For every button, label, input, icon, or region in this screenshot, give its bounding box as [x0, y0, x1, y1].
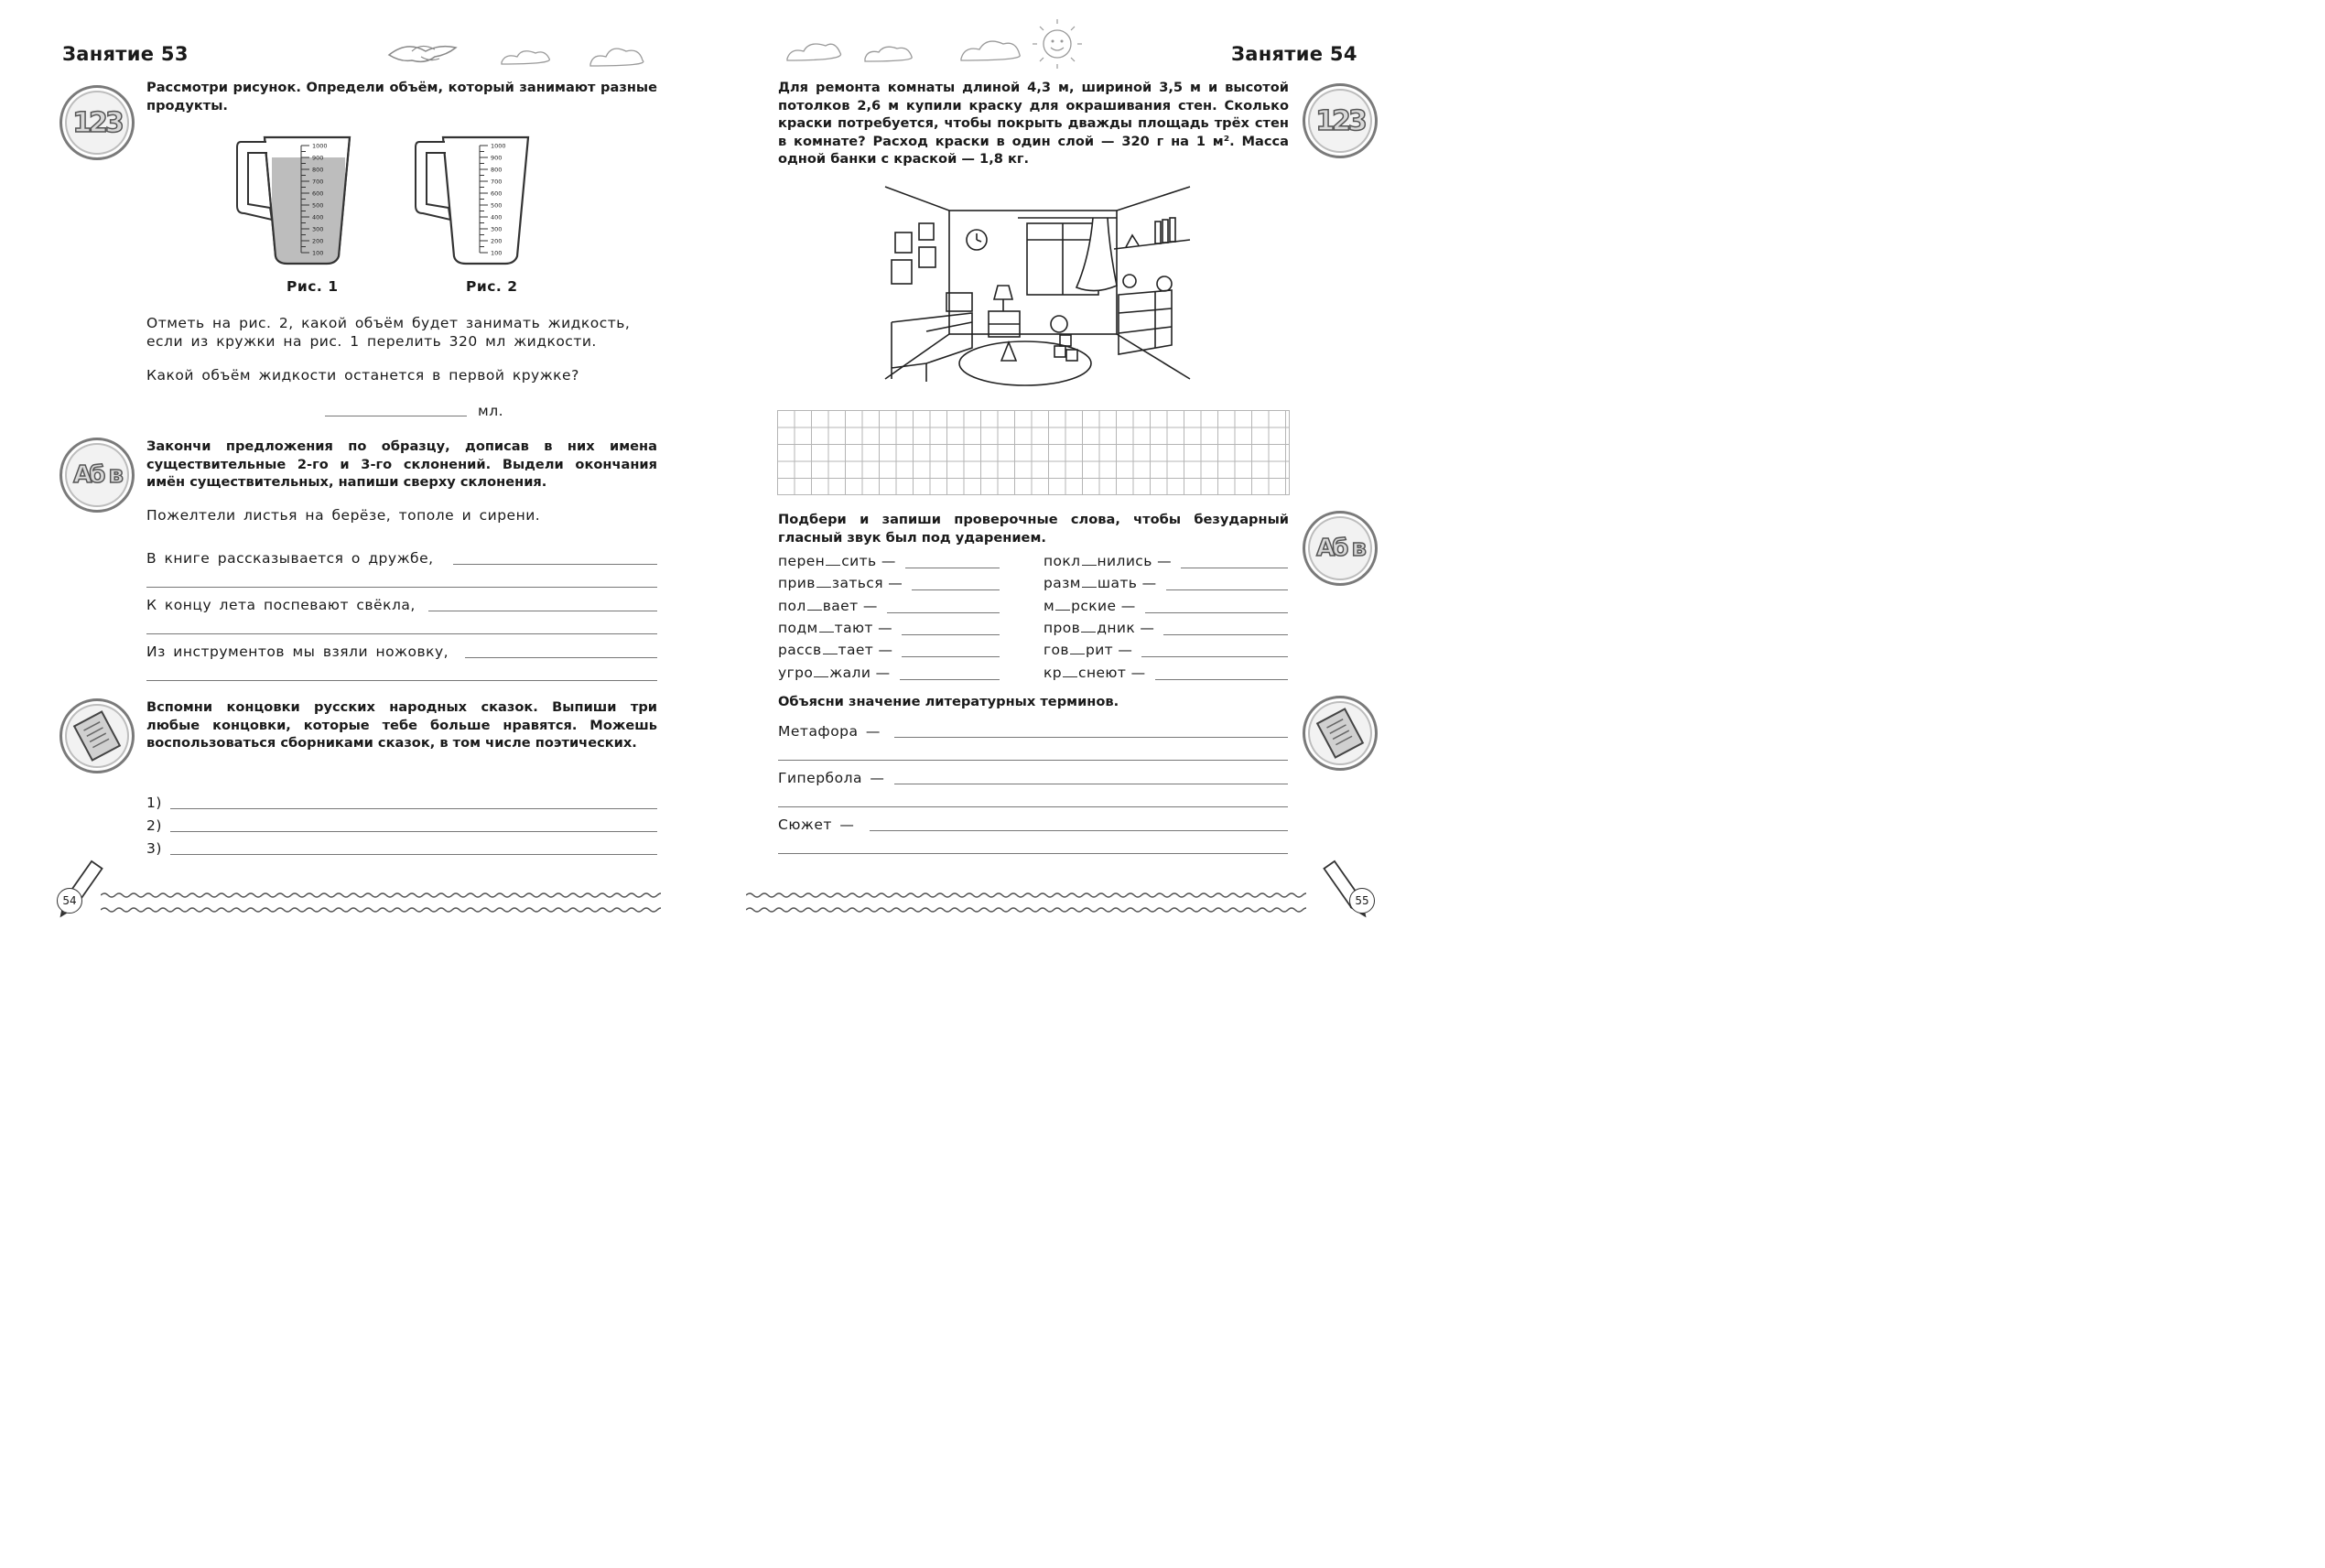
sentence-1: В книге рассказывается о дружбе, [146, 550, 434, 567]
word-row: подм тают — [778, 619, 893, 636]
left-task1-instruction: Рассмотри рисунок. Определи объём, который занимают разные продукты. [146, 80, 657, 114]
check-word-line[interactable] [1141, 656, 1288, 657]
scale-label: 300 [312, 225, 324, 233]
left-task3-instruction: Вспомни концовки русских народных сказок. Выпиши три любые концовки, которые тебе больше нравятся. Можешь воспользоваться сборниками сказок, в том числе поэтических. [146, 699, 657, 751]
right-task1-instruction: Для ремонта комнаты длиной 4,3 м, шириной 3,5 м и высотой потолков 2,6 м купили краску для окрашивания стен. Сколько краски потребуется, чтобы покрыть дважды площадь трёх стен в комнате? Расход краски в один слой — 320 г на 1 м². Масса одной банки с краской — 1,8 кг. [778, 80, 1289, 167]
page-number-right: 55 [1349, 888, 1375, 914]
right-task2-instruction: Подбери и запиши проверочные слова, чтобы безударный гласный звук был под ударением. [778, 512, 1289, 546]
scale-label: 400 [491, 213, 503, 222]
scale-label: 600 [312, 189, 324, 198]
sentence-3: Из инструментов мы взяли ножовку, [146, 643, 449, 660]
scale-label: 100 [312, 249, 324, 257]
check-word-line[interactable] [1145, 612, 1288, 613]
page-number-left: 54 [57, 888, 82, 914]
scale-label: 900 [491, 154, 503, 162]
scale-label: 200 [312, 237, 324, 245]
word-row: пол вает — [778, 597, 878, 614]
scale-label: 400 [312, 213, 324, 222]
missing-letter-slot[interactable] [1063, 665, 1077, 677]
check-word-line[interactable] [900, 679, 1000, 680]
word-row: кр снеют — [1044, 664, 1146, 681]
left-task1-question2: Какой объём жидкости останется в первой кружке? [146, 367, 579, 384]
measuring-jug-1 [235, 133, 354, 268]
missing-letter-slot[interactable] [1082, 554, 1097, 566]
word-row: угро жали — [778, 664, 891, 681]
word-row: прив заться — [778, 575, 903, 592]
word-row: покл нились — [1044, 553, 1172, 569]
term-metaphor-line[interactable] [894, 737, 1288, 738]
word-row: перен сить — [778, 553, 896, 569]
left-task2-instruction: Закончи предложения по образцу, дописав в них имена существительные 2-го и 3-го склонений. Выдели окончания имён существительных, напиши сверху склонения. [146, 438, 657, 490]
ending-1-number: 1) [146, 795, 162, 811]
check-word-line[interactable] [887, 612, 1000, 613]
left-task2-example: Пожелтели листья на берёзе, тополе и сирени. [146, 507, 541, 524]
ending-1-line[interactable] [170, 808, 657, 809]
missing-letter-slot[interactable] [819, 621, 834, 633]
term-metaphor: Метафора — [778, 723, 881, 740]
ending-2-number: 2) [146, 817, 162, 834]
scale-label: 500 [312, 201, 324, 210]
calculation-grid[interactable] [777, 410, 1290, 495]
term-plot: Сюжет — [778, 816, 855, 833]
left-task1-question1: Отметь на рис. 2, какой объём будет занимать жидкость, если из кружки на рис. 1 перелить 320 мл жидкости. [146, 315, 631, 350]
scale-label: 700 [491, 178, 503, 186]
missing-letter-slot[interactable] [807, 599, 822, 611]
math-badge: 123 [59, 85, 135, 160]
sentence-3-answer-line-2[interactable] [146, 680, 657, 681]
check-word-line[interactable] [1155, 679, 1288, 680]
sentence-2: К концу лета поспевают свёкла, [146, 597, 416, 613]
scale-label: 800 [491, 166, 503, 174]
scale-label: 800 [312, 166, 324, 174]
missing-letter-slot[interactable] [823, 643, 838, 654]
right-task3-instruction: Объясни значение литературных терминов. [778, 694, 1119, 709]
word-row: гов рит — [1044, 642, 1133, 659]
scale-label: 900 [312, 154, 324, 162]
check-word-line[interactable] [902, 656, 1000, 657]
check-word-line[interactable] [1166, 589, 1288, 590]
scale-label: 500 [491, 201, 503, 210]
missing-letter-slot[interactable] [826, 554, 840, 566]
sentence-1-answer-line[interactable] [453, 564, 657, 565]
measuring-jug-2[interactable] [414, 133, 533, 268]
ending-2-line[interactable] [170, 831, 657, 832]
russian-badge-right: Аб в [1303, 511, 1378, 586]
missing-letter-slot[interactable] [1082, 576, 1097, 588]
scale-label: 700 [312, 178, 324, 186]
volume-unit: мл. [478, 403, 504, 419]
check-word-line[interactable] [912, 589, 1000, 590]
missing-letter-slot[interactable] [814, 665, 828, 677]
fig1-caption: Рис. 1 [287, 278, 339, 295]
scale-label: 200 [491, 237, 503, 245]
term-metaphor-line-2[interactable] [778, 760, 1288, 761]
scale-label: 1000 [312, 142, 328, 150]
math-badge-right: 123 [1303, 83, 1378, 158]
wave-border-left [101, 886, 661, 923]
term-hyperbole: Гипербола — [778, 770, 885, 786]
russian-badge-left: Аб в [59, 438, 135, 513]
check-word-line[interactable] [1163, 634, 1288, 635]
missing-letter-slot[interactable] [1081, 621, 1096, 633]
book-badge-left [59, 698, 135, 773]
right-lesson-title: Занятие 54 [1231, 43, 1357, 65]
check-word-line[interactable] [902, 634, 1000, 635]
word-row: пров дник — [1044, 619, 1155, 636]
scale-label: 600 [491, 189, 503, 198]
wave-border-right [746, 886, 1306, 923]
left-lesson-title: Занятие 53 [62, 43, 189, 65]
ending-3-number: 3) [146, 840, 162, 857]
scale-label: 100 [491, 249, 503, 257]
book-icon [62, 701, 132, 771]
fig2-caption: Рис. 2 [466, 278, 518, 295]
term-plot-line[interactable] [870, 830, 1288, 831]
sentence-2-answer-line-2[interactable] [146, 633, 657, 634]
clouds-sun-decoration [778, 18, 1089, 75]
missing-letter-slot[interactable] [1055, 599, 1070, 611]
term-hyperbole-line-2[interactable] [778, 806, 1288, 807]
room-illustration [881, 185, 1196, 397]
bird-clouds-decoration [384, 35, 659, 76]
sentence-3-answer-line[interactable] [465, 657, 657, 658]
book-badge-right [1303, 696, 1378, 771]
scale-label: 1000 [491, 142, 506, 150]
word-row: разм шать — [1044, 575, 1157, 592]
term-plot-line-2[interactable] [778, 853, 1288, 854]
word-row: м рские — [1044, 597, 1136, 614]
ending-3-line[interactable] [170, 854, 657, 855]
word-row: рассв тает — [778, 642, 893, 659]
scale-label: 300 [491, 225, 503, 233]
sentence-1-answer-line-2[interactable] [146, 587, 657, 588]
missing-letter-slot[interactable] [816, 576, 831, 588]
book-icon [1305, 698, 1375, 768]
missing-letter-slot[interactable] [1070, 643, 1085, 654]
